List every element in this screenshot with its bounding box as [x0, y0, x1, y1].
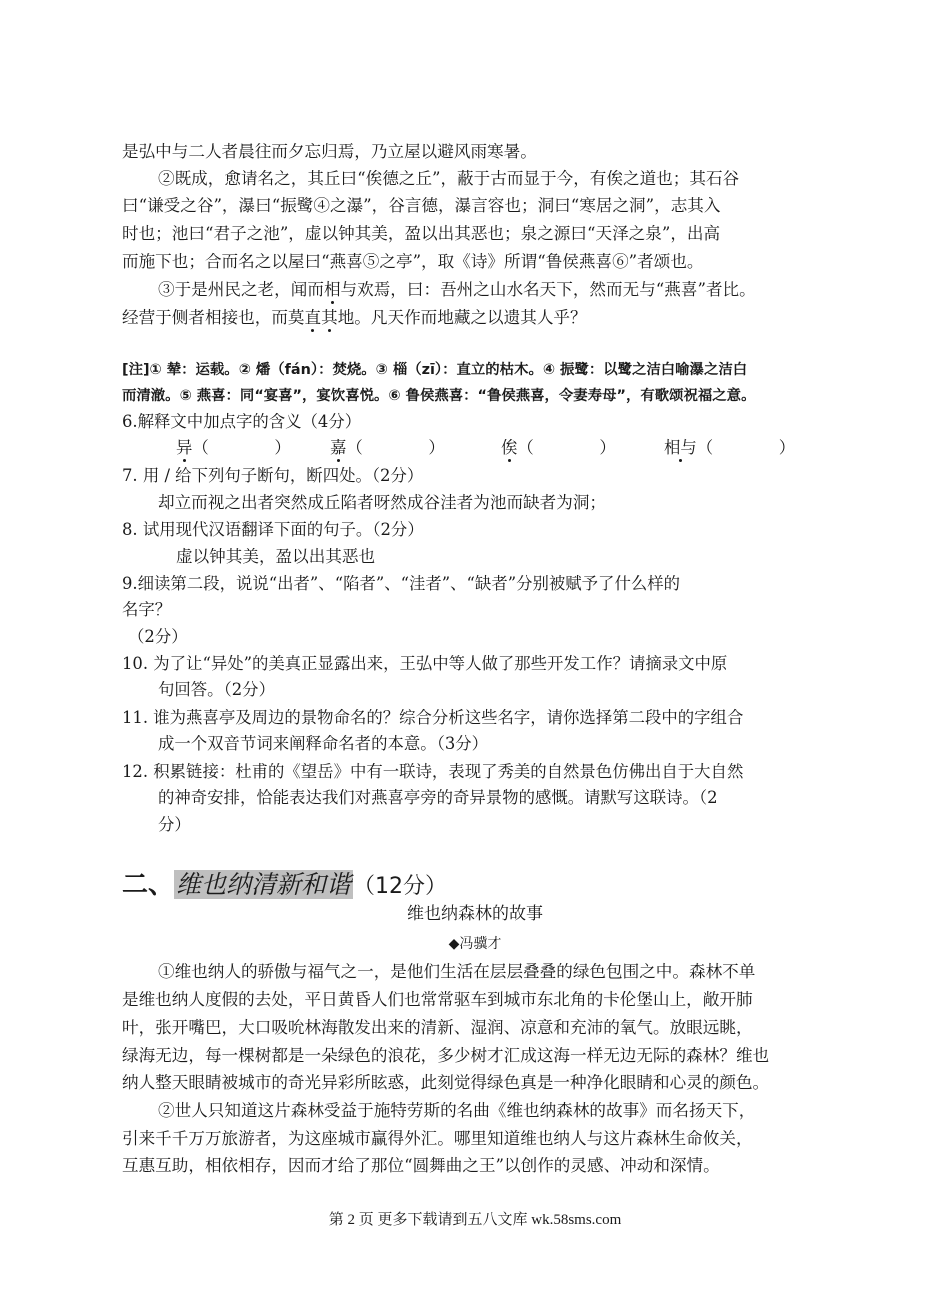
question-12: 的神奇安排，恰能表达我们对燕喜亭旁的奇异景物的感慨。请默写这联诗。（2	[158, 788, 718, 807]
passage-line: ②既成，愈请名之，其丘曰“俟德之丘”，蔽于古而显于今，有俟之道也；其石谷	[158, 169, 740, 188]
question-12: 分）	[158, 815, 191, 834]
q6-word: 俟	[501, 438, 518, 457]
section-title-highlight: 维也纳清新和谐	[176, 870, 352, 899]
q6-item	[330, 436, 445, 460]
text-segment: 与欢焉，曰：吾州之山水名天下，然而无与“燕喜”者比。	[340, 280, 756, 299]
question-10: 10. 为了让“异处”的美真正显露出来，王弘中等人做了那些开发工作？请摘录文中原	[122, 654, 728, 673]
question-9: 名字？	[122, 600, 172, 619]
q6-item	[501, 436, 616, 460]
question-10: 句回答。（2分）	[158, 680, 275, 699]
q6-blank: （ ）	[517, 438, 616, 457]
q6-word: 相与	[664, 438, 697, 457]
q6-blank: （ ）	[696, 438, 796, 457]
question-12: 12. 积累链接：杜甫的《望岳》中有一联诗，表现了秀美的自然景色仿佛出自于大自然	[122, 762, 744, 781]
article-line: ①维也纳人的骄傲与福气之一，是他们生活在层层叠叠的绿色包围之中。森林不单	[158, 962, 756, 981]
note-line: 而清澈。⑤ 燕喜：同“宴喜”，宴饮喜悦。⑥ 鲁侯燕喜：“鲁侯燕喜，令妻寿母”，有歌颂祝福之意。	[122, 388, 756, 404]
question-8: 8. 试用现代汉语翻译下面的句子。（2分）	[122, 520, 424, 539]
q6-blank: （ ）	[192, 438, 291, 457]
q6-blank: （ ）	[346, 438, 445, 457]
passage-line: 是弘中与二人者晨往而夕忘归焉，乃立屋以避风雨寒暑。	[122, 142, 537, 161]
section-heading	[122, 864, 447, 901]
article-line: ②世人只知道这片森林受益于施特劳斯的名曲《维也纳森林的故事》而名扬天下，	[158, 1101, 756, 1120]
passage-line: 曰“谦受之谷”，瀑曰“振鹭④之瀑”，谷言德，瀑言容也；洞曰“寒居之洞”，志其入	[122, 196, 721, 215]
article-line: 引来千千万万旅游者，为这座城市赢得外汇。哪里知道维也纳人与这片森林生命攸关，	[122, 1129, 753, 1148]
question-8-text: 虚以钟其美，盈以出其恶也	[176, 547, 376, 566]
question-11: 成一个双音节词来阐释命名者的本意。（3分）	[158, 734, 489, 753]
article-line: 叶，张开嘴巴，大口吸吮林海散发出来的清新、湿润、凉意和充沛的氧气。放眼远眺，	[122, 1018, 753, 1037]
question-9: （2分）	[128, 627, 188, 646]
question-7-text: 却立而视之出者突然成丘陷者呀然成谷洼者为池而缺者为洞；	[158, 493, 607, 512]
passage-line-dotted	[158, 278, 756, 302]
question-11: 11. 谁为燕喜亭及周边的景物命名的？综合分析这些名字，请你选择第二段中的字组合	[122, 708, 744, 727]
passage-line: 而施下也；合而名之以屋曰“燕喜⑤之亭”，取《诗》所谓“鲁侯燕喜⑥”者颂也。	[122, 252, 704, 271]
text-segment: 经营于侧者相接也，而莫	[122, 308, 305, 327]
article-line: 互惠互助，相依相存，因而才给了那位“圆舞曲之王”以创作的灵感、冲动和深情。	[122, 1156, 720, 1175]
article-line: 纳人整天眼睛被城市的奇光异彩所眩惑，此刻觉得绿色真是一种净化眼睛和心灵的颜色。	[122, 1073, 770, 1092]
article-author: ◆冯骥才	[448, 936, 502, 952]
page-footer: 第 2 页 更多下载请到五八文库 wk.58sms.com	[328, 1212, 622, 1228]
dotted-char: 其	[321, 308, 338, 327]
passage-line-dotted	[122, 306, 587, 330]
q6-item	[664, 436, 795, 460]
text-segment: 地。凡天作而地藏之以遗其人乎？	[337, 308, 587, 327]
dotted-char: 直	[304, 308, 322, 327]
passage-line: 时也；池曰“君子之池”，虚以钟其美，盈以出其恶也；泉之源曰“天泽之泉”，出高	[122, 224, 721, 243]
q6-word: 异	[176, 438, 193, 457]
article-title: 维也纳森林的故事	[407, 904, 543, 924]
question-9: 9.细读第二段，说说“出者”、“陷者”、“洼者”、“缺者”分别被赋予了什么样的	[122, 574, 680, 593]
q6-word: 嘉	[330, 438, 347, 457]
section-score: （12分）	[353, 874, 448, 899]
q6-item	[176, 436, 291, 460]
dotted-char: 相	[323, 280, 341, 299]
question-7: 7. 用 / 给下列句子断句，断四处。（2分）	[122, 466, 424, 485]
text-segment: ③于是州民之老，闻而	[158, 280, 324, 299]
question-6: 6.解释文中加点字的含义（4分）	[122, 412, 362, 431]
note-line: [注]① 辇：运载。② 燔（fán）：焚烧。③ 椔（zī）：直立的枯木。④ 振鹭：以鹭之洁白喻瀑之洁白	[122, 362, 748, 378]
section-number: 二、	[122, 870, 175, 900]
article-line: 是维也纳人度假的去处，平日黄昏人们也常常驱车到城市东北角的卡伦堡山上，敞开肺	[122, 990, 753, 1009]
article-line: 绿海无边，每一棵树都是一朵绿色的浪花，多少树才汇成这海一样无边无际的森林？维也	[122, 1046, 770, 1065]
